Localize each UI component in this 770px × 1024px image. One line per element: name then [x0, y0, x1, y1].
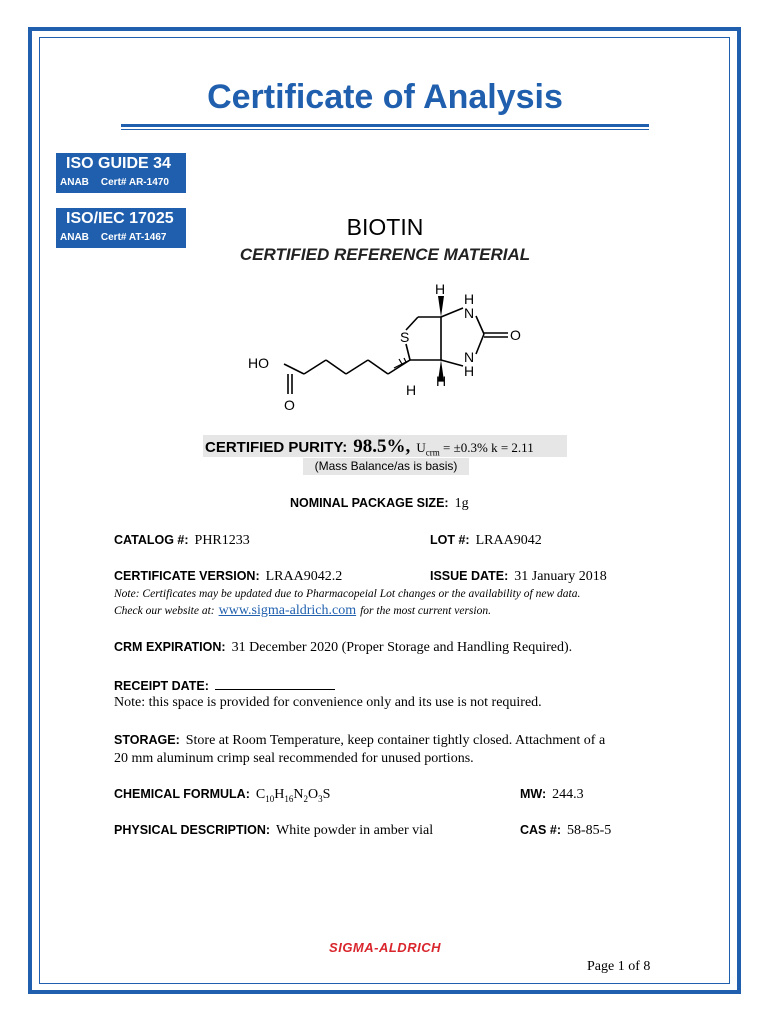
- atom-label-o: O: [510, 327, 521, 343]
- product-type: CERTIFIED REFERENCE MATERIAL: [239, 245, 531, 264]
- molecular-weight: MW: 244.3: [520, 787, 584, 802]
- atom-label-n: N: [464, 349, 475, 365]
- chemical-formula: CHEMICAL FORMULA: $C_{10}H_{16}N_2O_3S$: [114, 787, 331, 804]
- atom-label-n: N: [464, 305, 475, 321]
- physical-description: PHYSICAL DESCRIPTION: White powder in amber vial: [114, 823, 434, 838]
- atom-label-h: H: [436, 373, 447, 389]
- crm-expiration: CRM EXPIRATION: 31 December 2020 (Proper Storage and Handling Required).: [114, 640, 573, 655]
- storage-line-2: 20 mm aluminum crimp seal recommended for unused portions.: [114, 751, 474, 766]
- catalog-number: CATALOG #: PHR1233: [114, 533, 250, 548]
- storage: STORAGE: Store at Room Temperature, keep container tightly closed. Attachment of a: [114, 733, 606, 748]
- atom-label-h: H: [406, 382, 417, 398]
- purity-uncertainty: $U_{crm} = \pm 0.3\%$ k = 2.11: [416, 440, 534, 458]
- purity-basis: (Mass Balance/as is basis): [314, 459, 458, 473]
- page-number: Page 1 of 8: [587, 959, 651, 974]
- website-note: Check our website at: www.sigma-aldrich.com for the most current version.: [114, 603, 491, 618]
- iso-iec-17025-badge: [56, 208, 186, 248]
- issue-date: ISSUE DATE: 31 January 2018: [430, 569, 607, 584]
- title-rule: [121, 124, 649, 127]
- receipt-note: Note: this space is provided for convenience only and its use is not required.: [114, 695, 542, 710]
- atom-label-ho: HO: [248, 355, 269, 371]
- product-name: BIOTIN: [346, 214, 424, 240]
- certificate-version: CERTIFICATE VERSION: LRAA9042.2: [114, 569, 343, 584]
- receipt-date-field[interactable]: [215, 677, 335, 690]
- package-size: NOMINAL PACKAGE SIZE: 1g: [290, 496, 469, 511]
- document-title: Certificate of Analysis: [207, 78, 563, 116]
- atom-label-o: O: [284, 397, 295, 413]
- sigma-aldrich-logo: SIGMA-ALDRICH: [329, 940, 441, 955]
- update-note: Note: Certificates may be updated due to Pharmacopeial Lot changes or the availability of new data.: [114, 588, 581, 600]
- website-link[interactable]: www.sigma-aldrich.com: [218, 603, 357, 618]
- badge-title: ISO GUIDE 34: [66, 155, 171, 172]
- badge-cert: ANAB Cert# AR-1470: [60, 177, 169, 188]
- cas-number: CAS #: 58-85-5: [520, 823, 612, 838]
- badge-cert: ANAB Cert# AT-1467: [60, 232, 167, 243]
- atom-label-h: H: [464, 291, 475, 307]
- atom-label-h: H: [464, 363, 475, 379]
- badge-title: ISO/IEC 17025: [66, 210, 174, 227]
- iso-guide-34-badge: [56, 153, 186, 193]
- atom-label-h: H: [435, 282, 446, 297]
- lot-number: LOT #: LRAA9042: [430, 533, 542, 548]
- receipt-date: RECEIPT DATE:: [114, 677, 335, 695]
- purity-label: CERTIFIED PURITY:: [205, 439, 348, 456]
- title-rule-thin: [121, 129, 649, 130]
- certified-purity: [205, 436, 534, 458]
- biotin-structure-diagram: [238, 282, 538, 422]
- atom-label-s: S: [400, 329, 410, 345]
- purity-value: 98.5%,: [353, 436, 411, 457]
